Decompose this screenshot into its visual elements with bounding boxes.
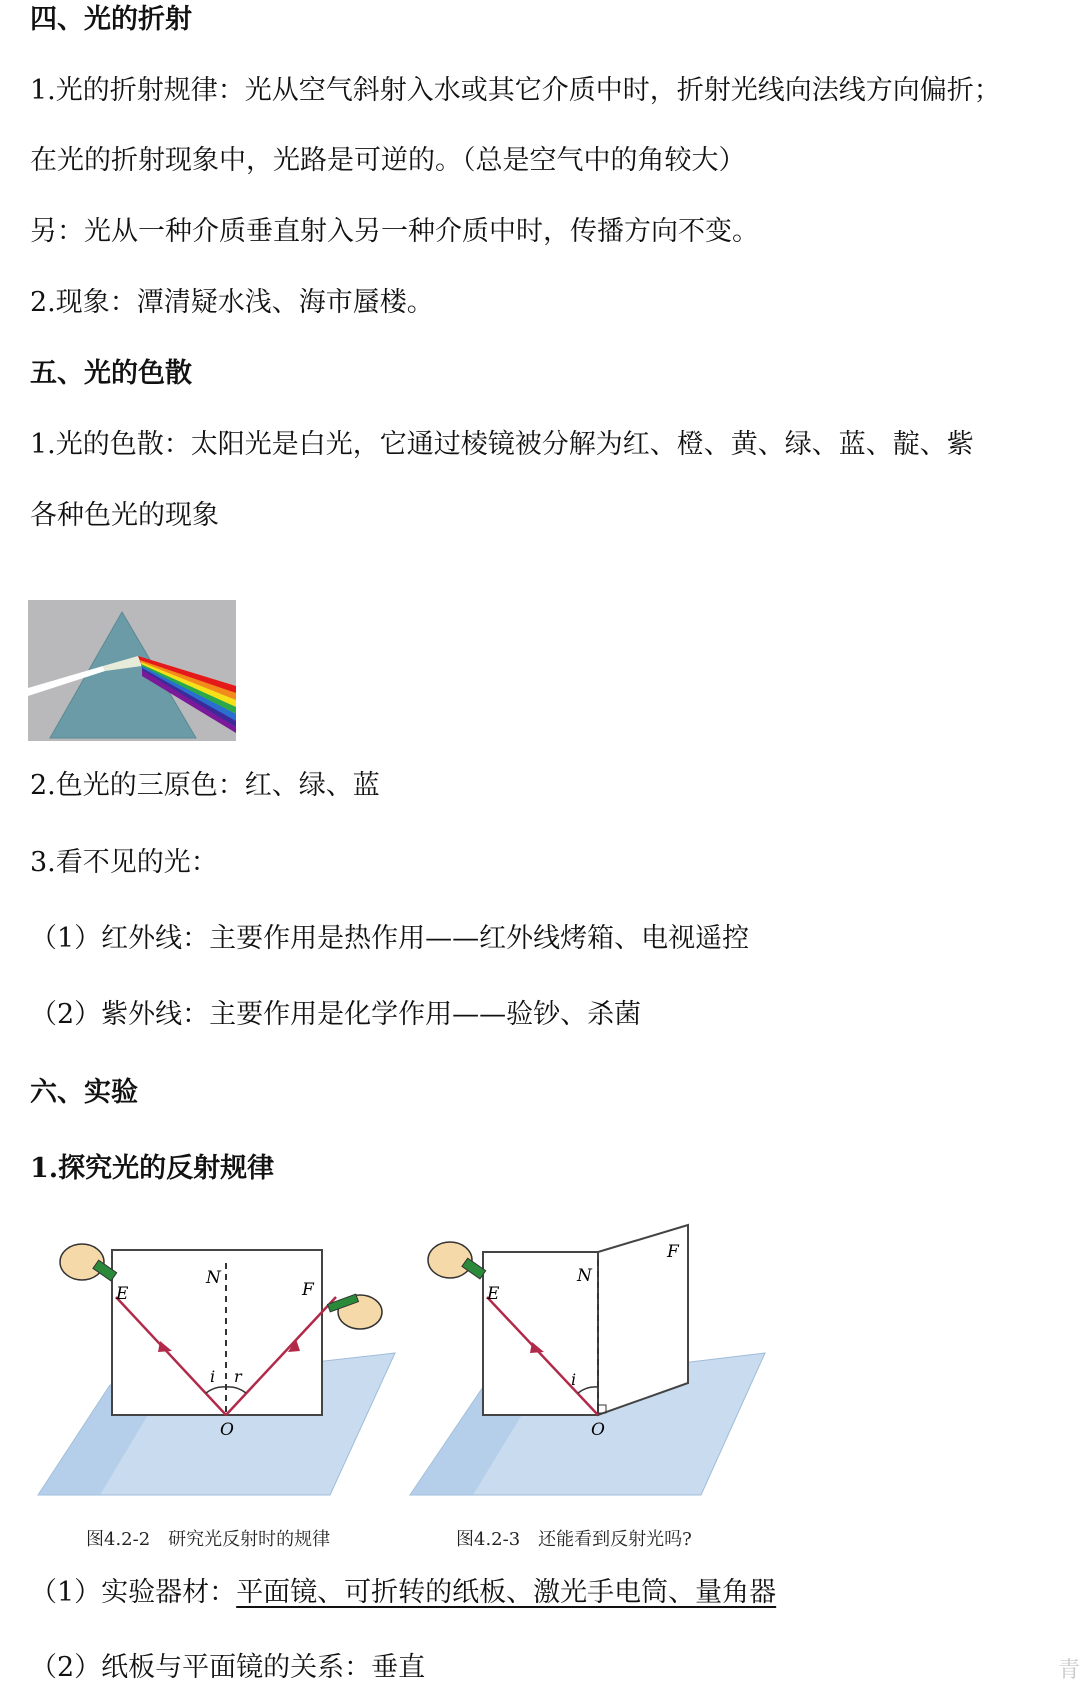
fig2-label-E: E (487, 1284, 500, 1304)
dispersion-def-line1: 1.光的色散：太阳光是白光，它通过棱镜被分解为红、橙、黄、绿、蓝、靛、紫 (30, 429, 974, 460)
refraction-law-line2: 在光的折射现象中，光路是可逆的。（总是空气中的角较大） (30, 145, 746, 176)
fig1-label-N: N (206, 1268, 221, 1288)
fig2-label-F: F (667, 1242, 679, 1262)
fig2-label-O: O (591, 1420, 605, 1440)
invisible-light: 3.看不见的光： (30, 847, 218, 878)
fig1-label-i: i (210, 1367, 216, 1386)
board-mirror-relation: （2）纸板与平面镜的关系：垂直 (30, 1652, 426, 1683)
section-heading-experiment: 六、实验 (30, 1077, 138, 1108)
experiment-sub-heading: 1.探究光的反射规律 (30, 1153, 275, 1184)
fig1-label-E: E (116, 1284, 129, 1304)
section-heading-dispersion: 五、光的色散 (30, 358, 192, 389)
primary-colors: 2.色光的三原色：红、绿、蓝 (30, 770, 380, 801)
fig1-label-F: F (302, 1280, 314, 1300)
folded-board-figure (405, 1215, 770, 1515)
left-hand-icon (60, 1244, 117, 1281)
reflection-law-figure (30, 1225, 410, 1515)
fig2-label-i: i (571, 1370, 577, 1389)
right-hand-icon (328, 1294, 382, 1329)
fig1-label-O: O (220, 1420, 234, 1440)
fig1-label-r: r (234, 1367, 242, 1386)
fig2-label-N: N (577, 1266, 592, 1286)
fig2-caption: 图4.2-3 还能看到反射光吗? (456, 1529, 692, 1550)
infrared-line: （1）红外线：主要作用是热作用——红外线烤箱、电视遥控 (30, 923, 750, 954)
watermark: 青 (1057, 1658, 1080, 1683)
dispersion-def-line2: 各种色光的现象 (30, 500, 219, 531)
equipment-items: 平面镜、可折转的纸板、激光手电筒、量角器 (236, 1577, 777, 1608)
fig1-caption: 图4.2-2 研究光反射时的规律 (86, 1529, 331, 1550)
equipment-prefix: （1）实验器材： (30, 1577, 237, 1608)
refraction-law-line1: 1.光的折射规律：光从空气斜射入水或其它介质中时，折射光线向法线方向偏折； (30, 75, 1001, 106)
equipment-line (30, 1575, 776, 1611)
hand-icon (428, 1242, 486, 1279)
refraction-phenomena: 2.现象：潭清疑水浅、海市蜃楼。 (30, 287, 434, 318)
ultraviolet-line: （2）紫外线：主要作用是化学作用——验钞、杀菌 (30, 999, 642, 1030)
refraction-note: 另：光从一种介质垂直射入另一种介质中时，传播方向不变。 (30, 216, 759, 247)
prism-dispersion-figure (28, 600, 236, 741)
section-heading-refraction: 四、光的折射 (30, 4, 192, 35)
